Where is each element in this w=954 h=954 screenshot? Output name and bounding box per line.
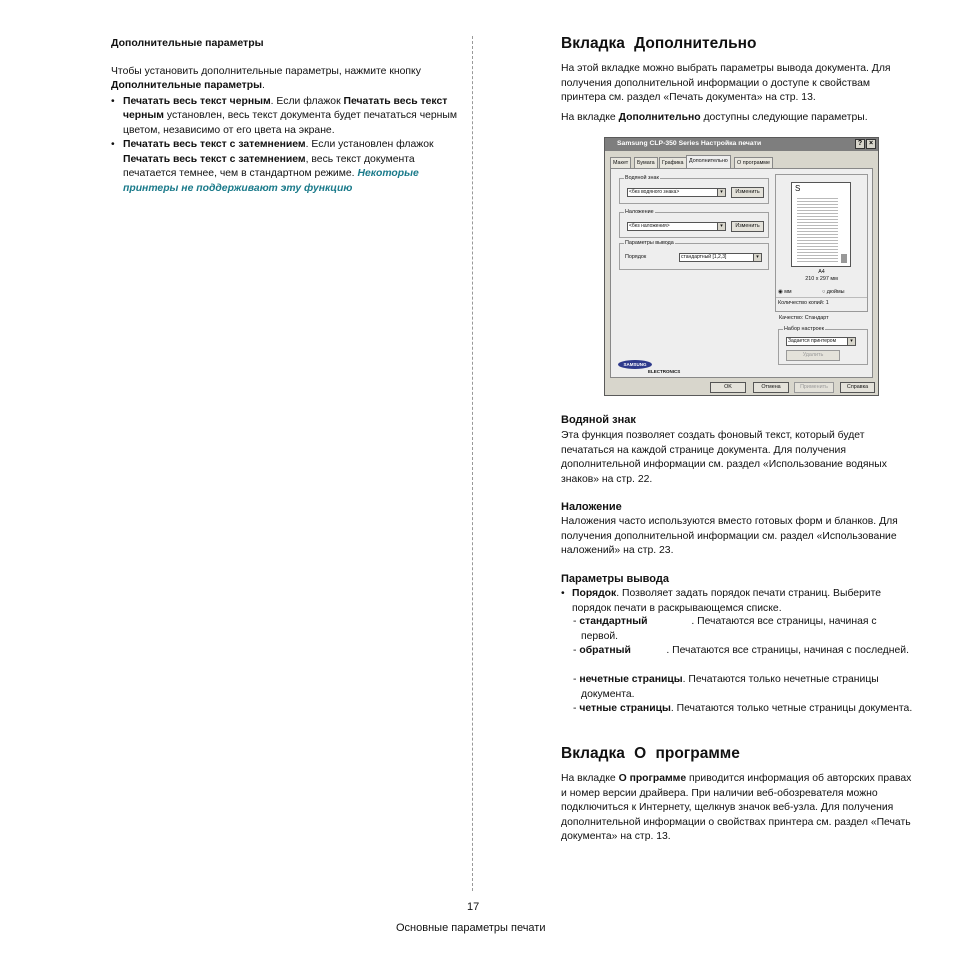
- option-dash: -: [573, 616, 580, 627]
- unit-mm-radio[interactable]: ◉ мм: [778, 289, 792, 295]
- note-text-a: На вкладке: [561, 112, 619, 123]
- chevron-down-icon: ▾: [753, 254, 761, 261]
- unit-mm-label: мм: [784, 289, 792, 295]
- chevron-down-icon: ▾: [717, 223, 725, 230]
- overlay-heading: Наложение: [561, 501, 622, 513]
- about-text-b: О программе: [618, 773, 687, 784]
- left-heading: Дополнительные параметры: [111, 37, 264, 49]
- option-even: [573, 702, 923, 717]
- section-advanced-note: [561, 111, 917, 126]
- bullet2-bold1: Печатать весь текст с затемнением: [123, 139, 306, 150]
- close-icon[interactable]: ×: [866, 139, 876, 149]
- output-group-label: Параметры вывода: [625, 240, 674, 246]
- samsung-logo: SAMSUNG: [618, 360, 652, 369]
- overlay-select-value: <без наложения>: [629, 223, 670, 229]
- unit-inch-radio[interactable]: ○ дюймы: [822, 289, 845, 295]
- column-divider: [472, 36, 473, 891]
- section-about-text: [561, 772, 919, 845]
- bullet1-bold1: Печатать весь текст черным: [123, 95, 271, 107]
- help-icon[interactable]: ?: [855, 139, 865, 149]
- dialog-title: Samsung CLP-350 Series Настройка печати: [617, 140, 762, 147]
- bullet2-bold2: Печатать весь текст с затемнением: [123, 153, 306, 165]
- left-intro: [111, 65, 461, 94]
- order-bold: Порядок: [572, 588, 617, 599]
- order-select[interactable]: [679, 253, 762, 262]
- about-text-a: На вкладке: [561, 773, 619, 784]
- bullet1-text2: установлен, весь текст документа будет печататься черным цветом, независимо от его цвета на экране.: [123, 110, 458, 136]
- favorites-delete-button[interactable]: Удалить: [786, 350, 840, 361]
- bullet-dot: •: [561, 588, 565, 599]
- option-odd: [573, 673, 913, 702]
- bullet2-note: Некоторые принтеры не поддерживают эту функцию: [123, 168, 419, 194]
- option-name: обратный: [579, 645, 631, 656]
- preview-letter: S: [795, 184, 801, 193]
- intro-end: .: [262, 80, 265, 91]
- overlay-group: [619, 209, 769, 238]
- favorites-group: [778, 326, 868, 365]
- print-settings-dialog: [604, 137, 879, 396]
- favorites-group-label: Набор настроек: [784, 326, 824, 332]
- quality-info: Качество: Стандарт: [779, 315, 829, 321]
- option-name: стандартный: [579, 616, 648, 627]
- chevron-down-icon: ▾: [847, 338, 855, 345]
- option-reverse: [573, 644, 913, 659]
- watermark-text: Эта функция позволяет создать фоновый текст, который будет печататься на каждой странице документа. Для получения дополнительной информации см. раздел «Использование водяных знаков» на стр. 22.: [561, 430, 887, 485]
- order-bullet: [561, 587, 901, 616]
- bullet2-text2: , весь текст документа печатается темнее, чем в стандартном режиме.: [123, 153, 415, 179]
- left-column: [111, 36, 461, 196]
- page-preview: [791, 182, 851, 267]
- chapter-title: Основные параметры печати: [396, 922, 546, 934]
- option-desc: . Печатаются только четные страницы документа.: [670, 703, 913, 714]
- option-desc: . Печатаются все страницы, начиная с первой.: [581, 616, 877, 642]
- order-label: Порядок: [625, 254, 647, 260]
- preview-separator: [776, 297, 867, 298]
- preview-panel: [775, 174, 868, 312]
- dialog-title-bar: [605, 138, 878, 151]
- bullet1-bold2: Печатать весь текст черным: [123, 95, 448, 121]
- section-advanced-intro: На этой вкладке можно выбрать параметры вывода документа. Для получения дополнительной информации о доступе к свойствам принтера см. раздел «Печать документа» на стр. 13.: [561, 63, 891, 103]
- preview-lines: [797, 196, 838, 264]
- samsung-electronics-label: ELECTRONICS: [648, 369, 681, 374]
- section-advanced-title: Вкладка Дополнительно: [561, 35, 757, 52]
- tab-about[interactable]: О программе: [734, 157, 773, 168]
- paper-dims: 210 x 297 мм: [805, 276, 838, 282]
- paper-size: A4: [818, 269, 825, 275]
- page-number: 17: [467, 901, 480, 913]
- bullet-darken-text: [111, 138, 461, 196]
- watermark-group: [619, 175, 769, 204]
- option-dash: -: [573, 674, 580, 685]
- watermark-heading: Водяной знак: [561, 414, 636, 426]
- unit-inch-label: дюймы: [826, 289, 845, 295]
- output-heading: Параметры вывода: [561, 573, 669, 585]
- option-desc: . Печатаются все страницы, начиная с последней.: [666, 645, 909, 656]
- help-button[interactable]: Справка: [840, 382, 875, 393]
- preview-mark: [841, 254, 847, 263]
- overlay-select[interactable]: [627, 222, 726, 231]
- note-text-c: доступны следующие параметры.: [700, 112, 868, 123]
- copies-info: Количество копий: 1: [778, 300, 829, 306]
- overlay-text: Наложения часто используются вместо готовых форм и бланков. Для получения дополнительной информации см. раздел «Использование наложений» на стр. 23.: [561, 516, 898, 556]
- order-text: . Позволяет задать порядок печати страниц. Выберите порядок печати в раскрывающемся списке.: [572, 588, 882, 614]
- output-group: [619, 240, 769, 270]
- option-standard: [573, 615, 913, 644]
- watermark-select[interactable]: [627, 188, 726, 197]
- bullet-black-text: [111, 95, 461, 139]
- option-name: нечетные страницы: [579, 674, 683, 685]
- option-desc: . Печатаются только нечетные страницы документа.: [581, 674, 879, 700]
- note-text-b: Дополнительно: [618, 112, 701, 123]
- ok-button[interactable]: OK: [710, 382, 746, 393]
- tab-advanced[interactable]: Дополнительно: [686, 155, 731, 169]
- bullet1-text1: . Если флажок: [270, 95, 344, 107]
- favorites-select[interactable]: [786, 337, 856, 346]
- overlay-group-label: Наложение: [625, 209, 654, 215]
- option-name: четные страницы: [579, 703, 671, 714]
- watermark-select-value: <без водяного знака>: [629, 189, 680, 195]
- chevron-down-icon: ▾: [717, 189, 725, 196]
- cancel-button[interactable]: Отмена: [753, 382, 789, 393]
- apply-button[interactable]: Применить: [794, 382, 834, 393]
- overlay-edit-button[interactable]: Изменить: [731, 221, 764, 232]
- intro-bold: Дополнительные параметры: [111, 80, 262, 91]
- option-dash: -: [573, 645, 580, 656]
- intro-text: Чтобы установить дополнительные параметры, нажмите кнопку: [111, 65, 421, 77]
- bullet2-text1: . Если установлен флажок: [305, 139, 434, 150]
- tab-layout[interactable]: Макет: [610, 157, 631, 168]
- watermark-edit-button[interactable]: Изменить: [731, 187, 764, 198]
- tab-paper[interactable]: Бумага: [634, 157, 658, 168]
- dialog-panel: [610, 168, 873, 378]
- tab-graphics[interactable]: Графика: [659, 157, 687, 168]
- order-select-value: стандартный [1,2,3]: [681, 254, 727, 260]
- watermark-group-label: Водяной знак: [625, 175, 659, 181]
- section-about-title: Вкладка О программе: [561, 745, 740, 762]
- about-text-c: приводится информация об авторских правах и номер версии драйвера. При наличии веб-обозревателя можно подключиться к Интернету, щелкнув значок веб-узла. Для получения дополнительной информации о свойствах принтера см. раздел «Печать документа» на стр. 13.: [561, 773, 912, 842]
- favorites-select-value: Задается принтером: [788, 338, 837, 344]
- option-dash: -: [573, 703, 580, 714]
